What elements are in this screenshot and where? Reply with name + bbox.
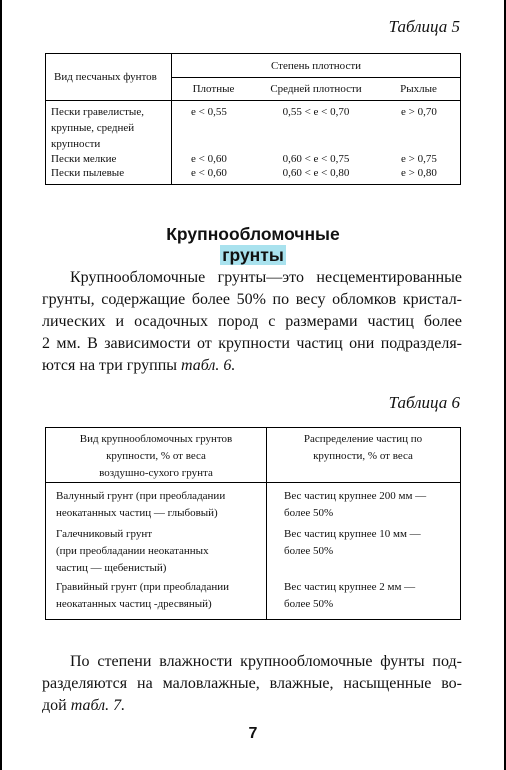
- table5-col-header: Средней плотности: [270, 83, 362, 95]
- table-reference: табл. 6.: [181, 357, 236, 374]
- table5-row-label: Пески гравелистые, крупные, средней крупности: [51, 106, 144, 150]
- table6-caption: Таблица 6: [388, 393, 460, 412]
- table-reference: табл. 7.: [70, 697, 126, 714]
- table5-group-header: Степень плотности: [270, 60, 362, 72]
- table6-header-left: Вид крупнообломочных грунтов крупности, % от веса воздушно-сухого грунта: [79, 433, 233, 479]
- table5-cell: e > 0,75: [401, 153, 437, 165]
- table5-row-label: Пески мелкие: [51, 153, 117, 165]
- table-divider: [46, 100, 460, 101]
- table6-cell: Вес частиц крупнее 2 мм — более 50%: [284, 581, 416, 610]
- table6-header-right: Распределение частиц по крупности, % от веса: [303, 433, 423, 462]
- paragraph-line: Крупнообломочные грунты—это несцементированные: [70, 269, 462, 286]
- paragraph-line: грунты, содержащие более 50% по весу обломков кристал-: [42, 291, 462, 308]
- table5-cell: e > 0,70: [401, 106, 437, 118]
- table5-cell: e > 0,80: [401, 167, 437, 179]
- paragraph-line-last: дой табл. 7.: [42, 697, 126, 714]
- paragraph-line: 2 мм. В зависимости от крупности частиц они подразделя-: [42, 335, 462, 352]
- table5-cell: e < 0,60: [191, 153, 227, 165]
- section-title-line1: Крупнообломочные: [166, 224, 340, 244]
- paragraph-line: лических и осадочных пород с размерами частиц более: [42, 313, 462, 330]
- section-title: [0, 224, 506, 266]
- paragraph-2: [42, 651, 462, 717]
- table6-cell: Вес частиц крупнее 10 мм — более 50%: [284, 528, 421, 557]
- table5: [45, 53, 461, 185]
- table5-cell: e < 0,55: [191, 106, 227, 118]
- table6-row-label: Гравийный грунт (при преобладании неокатанных частиц -дресвяный): [56, 581, 230, 610]
- table6-row-label: Галечниковый грунт (при преобладании неокатанных частиц — щебенистый): [56, 528, 209, 574]
- table5-cell: 0,60 < e < 0,80: [282, 167, 350, 179]
- table-divider: [171, 77, 461, 78]
- paragraph-1: [42, 267, 462, 377]
- page-number: 7: [248, 725, 258, 742]
- table6: [45, 427, 461, 620]
- table5-row-label: Пески пылевые: [51, 167, 125, 179]
- table5-col-header: Рыхлые: [400, 83, 437, 95]
- table5-caption: Таблица 5: [388, 17, 460, 36]
- table6-cell: Вес частиц крупнее 200 мм — более 50%: [284, 490, 427, 519]
- table5-col-header: Плотные: [192, 83, 235, 95]
- table5-cell: 0,55 < e < 0,70: [282, 106, 350, 118]
- table5-cell: e < 0,60: [191, 167, 227, 179]
- paragraph-line: По степени влажности крупнообломочные фунты под-: [70, 653, 462, 670]
- table-divider: [46, 482, 460, 483]
- table6-row-label: Валунный грунт (при преобладании неокатанных частиц — глыбовый): [56, 490, 226, 519]
- section-title-line2: грунты: [222, 245, 284, 265]
- paragraph-line: разделяются на маловлажные, влажные, насыщенные во-: [42, 675, 462, 692]
- table5-row-header: Вид песчаных фунтов: [54, 71, 157, 83]
- table5-cell: 0,60 < e < 0,75: [282, 153, 350, 165]
- paragraph-line-last: ются на три группы табл. 6.: [42, 357, 236, 374]
